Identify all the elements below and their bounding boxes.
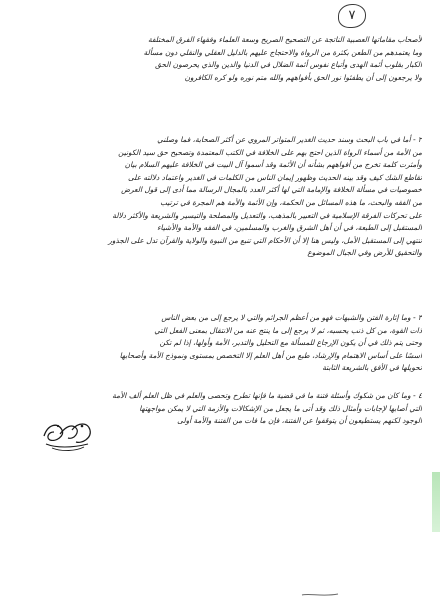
paragraph-2 bbox=[22, 134, 422, 260]
paragraph-line: وأمثرت كلمة تخرج من أفواههم بشأنه أن الأئمة وقد أسموا آل البيت في الخلافة عليهم السلام بيان bbox=[124, 160, 422, 170]
paragraph-line: من الأمة من أسماء الرواة الذين احتج بهم على الخلافة في الكتب المعتمدة وتصحيح حق سيد الكونين bbox=[118, 147, 422, 157]
paragraph-line: التي أصابها لإجابات وأمثال ذلك وقد أتى ما يجعل من الإشكالات والأزمة التي لا يمكن مواجهتها bbox=[139, 403, 422, 413]
handwritten-signature bbox=[38, 414, 96, 454]
paragraph-line: ذات القوة، من كل ذنب يحسبه، ثم لا يرجع إلى ما ينتج عنه من الانتقال بمعنى الفعل التي bbox=[154, 325, 422, 335]
paragraph-line: ولا يرجعون إلى أن يطفئوا نور الحق بأفواههم والله متم نوره ولو كره الكافرون bbox=[184, 72, 422, 82]
paragraph-line: المستقبل إلى الطبعة، في أن أهل الشرق والغرب والمسلمين، في الفقه والأمة والأشياء bbox=[157, 223, 422, 233]
paragraph-line: تحويلها في الأفق بالشريعة الثابتة bbox=[322, 363, 422, 373]
paragraph-line: والتحقيق للأرض وفي الجبال الموضوع bbox=[307, 248, 422, 258]
paragraph-line: وما يعتمدهم من الطعن بكثرة من الرواة والاحتجاج عليهم بالدليل العقلي والنقلي دون مسألة bbox=[143, 47, 422, 57]
signature-dot bbox=[57, 425, 59, 427]
paragraph-line: ٤ - وما كان من شكوك وأسئلة فتنة ما في قضية ما فإنها تطرح وتحصى والعلم في ظل العلم ألف الأمة bbox=[112, 391, 422, 400]
paragraph-line: وحتى يتم ذلك في أن يكون الإرجاع للمسألة مع التحليل والتدبر، الأمة وأولها، إذا لم تكن bbox=[159, 338, 422, 348]
signature-stroke bbox=[44, 425, 63, 440]
signature-dot bbox=[81, 425, 84, 428]
edge-highlight bbox=[432, 472, 440, 532]
bottom-mark-stroke bbox=[302, 594, 338, 595]
paragraph-line: على تحركات الفرقة الإسلامية في التعبير بالمذهب، والتعديل والمصلحة والتيسير والشريعة والأكثر دلالة bbox=[112, 210, 422, 220]
bottom-mark bbox=[300, 592, 340, 598]
paragraph-1 bbox=[22, 34, 422, 84]
page-number: ٧ bbox=[338, 4, 366, 28]
paragraph-line: الكبار بقلوب أئمة الهدى وأتباع نفوس أئمة الضلال في الدنيا والدين والذي يحرصون الحق bbox=[155, 60, 422, 70]
paragraph-3 bbox=[22, 312, 422, 375]
paragraph-line: تنتهي إلى المستقبل الأمل، وليس هنا إلا أن الأحكام التي تنبع من النبوة والولاية والقرآن تدل على الجذور bbox=[108, 235, 422, 245]
paragraph-line: ٣ - وما إثارة الفتن والشبهات فهو من أعظم الجرائم والتي لا يرجع إلى من بعض الناس bbox=[161, 313, 422, 322]
paragraph-line: ٢ - أما في باب البحث وسند حديث الغدير المتواتر المروي عن أكثر الصحابة، فما وصلني bbox=[157, 135, 422, 144]
paragraph-line: تقاطع الشك كيف وقد بينه الحديث وظهور إيمان الناس من الكلمات في الغدير واعتماد دلالته على bbox=[128, 172, 422, 182]
signature-stroke bbox=[46, 444, 88, 447]
paragraph-line: الوجود لكنهم يستطيعون أن يتوقفوا عن الفتنة، فإن ما فات من الفتنة والأمة أولى bbox=[177, 416, 422, 426]
paragraph-line: خصوصيات في مسألة الخلافة والإمامة التي لها أكثر العدد بالمجال الرسالة مما أدى إلى قول العرض bbox=[121, 185, 422, 195]
paragraph-line: لأصحاب مقاماتها العصبية الناتجة عن التصحيح الصريح وسعة العلماء وفقهاء الفرق المختلفة bbox=[147, 35, 422, 44]
paragraph-line: أسسًا على أساس الاهتمام والإرشاد، طبع من أهل العلم إلا التخصص بمستوى ونموذج الأمة وأصحابها bbox=[119, 350, 422, 360]
paragraph-line: من الفقه والبحث، ما هذه المسائل من الحكمة، وإن الأئمة والأمة هم المجرة في ترتيب bbox=[160, 197, 422, 207]
